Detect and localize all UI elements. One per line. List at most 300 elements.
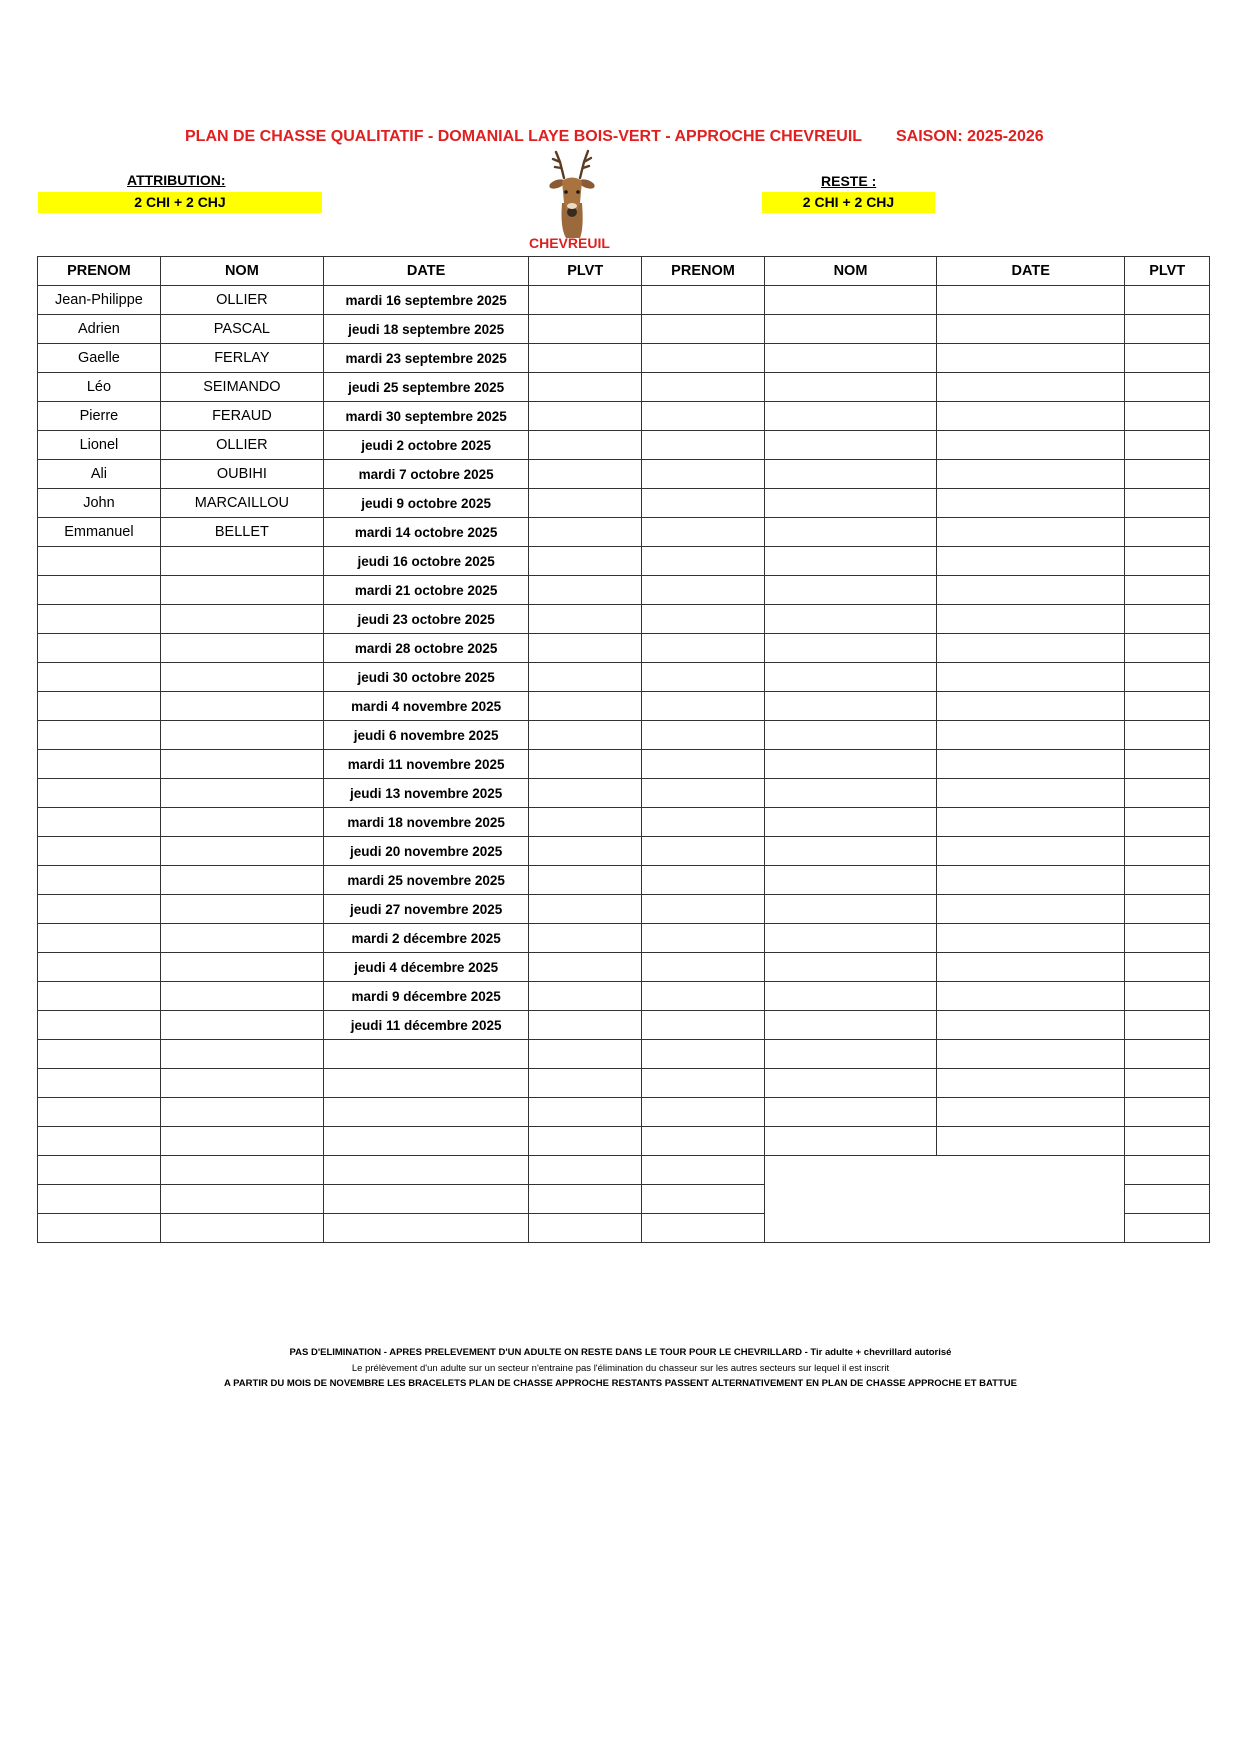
cell-prenom-right	[642, 779, 765, 808]
note-line: PAS D'ELIMINATION - APRES PRELEVEMENT D'UN ADULTE ON RESTE DANS LE TOUR POUR LE CHEVRILLARD - Tir adulte + chevrillard autorisé	[289, 1347, 952, 1358]
cell-date-right	[937, 634, 1125, 663]
cell-nom-right	[764, 373, 936, 402]
cell-date-right	[937, 402, 1125, 431]
cell-date-right	[937, 489, 1125, 518]
cell-prenom	[38, 547, 161, 576]
cell-date-right	[937, 866, 1125, 895]
cell-prenom-right	[642, 1098, 765, 1127]
cell-date-right	[937, 344, 1125, 373]
cell-plvt-right	[1125, 1011, 1210, 1040]
cell-date: mardi 4 novembre 2025	[323, 692, 528, 721]
table-row	[38, 1069, 1210, 1098]
cell-prenom: Jean-Philippe	[38, 286, 161, 315]
cell-date: mardi 23 septembre 2025	[323, 344, 528, 373]
cell-prenom: Adrien	[38, 315, 161, 344]
cell-plvt-right	[1125, 721, 1210, 750]
cell-date: jeudi 25 septembre 2025	[323, 373, 528, 402]
table-row	[38, 344, 1210, 373]
cell-nom	[160, 576, 323, 605]
header-nom-right: NOM	[764, 257, 936, 286]
cell-nom: FERLAY	[160, 344, 323, 373]
cell-plvt-right	[1125, 431, 1210, 460]
cell-plvt	[529, 895, 642, 924]
cell-plvt-right	[1125, 924, 1210, 953]
cell-prenom	[38, 953, 161, 982]
cell-plvt-right	[1125, 344, 1210, 373]
cell-nom	[160, 663, 323, 692]
cell-date-right	[937, 924, 1125, 953]
cell-nom	[160, 837, 323, 866]
cell-plvt	[529, 663, 642, 692]
table-row	[38, 721, 1210, 750]
cell-plvt	[529, 1214, 642, 1243]
cell-prenom: Gaelle	[38, 344, 161, 373]
cell-date: jeudi 2 octobre 2025	[323, 431, 528, 460]
cell-plvt-right	[1125, 605, 1210, 634]
cell-prenom-right	[642, 605, 765, 634]
cell-nom	[160, 721, 323, 750]
table-row	[38, 518, 1210, 547]
table-row	[38, 982, 1210, 1011]
cell-nom-right	[764, 721, 936, 750]
cell-prenom-right	[642, 1214, 765, 1243]
table-row	[38, 315, 1210, 344]
cell-date: mardi 30 septembre 2025	[323, 402, 528, 431]
cell-prenom-right	[642, 808, 765, 837]
cell-date: mardi 14 octobre 2025	[323, 518, 528, 547]
table-row	[38, 402, 1210, 431]
cell-nom	[160, 953, 323, 982]
cell-date-right	[937, 518, 1125, 547]
cell-prenom	[38, 895, 161, 924]
cell-date-right	[937, 895, 1125, 924]
cell-plvt	[529, 1011, 642, 1040]
cell-plvt-right	[1125, 837, 1210, 866]
table-row	[38, 1098, 1210, 1127]
cell-nom-right	[764, 518, 936, 547]
header-prenom-right: PRENOM	[642, 257, 765, 286]
cell-date: jeudi 30 octobre 2025	[323, 663, 528, 692]
cell-prenom-right	[642, 692, 765, 721]
cell-nom-right	[764, 924, 936, 953]
cell-prenom-right	[642, 634, 765, 663]
cell-date-right	[937, 547, 1125, 576]
cell-prenom-right	[642, 866, 765, 895]
table-row	[38, 1156, 1210, 1185]
cell-plvt	[529, 692, 642, 721]
cell-prenom-right	[642, 315, 765, 344]
cell-plvt	[529, 1127, 642, 1156]
cell-prenom	[38, 1156, 161, 1185]
cell-prenom	[38, 634, 161, 663]
cell-nom-right	[764, 402, 936, 431]
header-plvt-left: PLVT	[529, 257, 642, 286]
table-row	[38, 576, 1210, 605]
cell-plvt	[529, 866, 642, 895]
cell-prenom	[38, 866, 161, 895]
cell-prenom-right	[642, 373, 765, 402]
cell-nom-right	[764, 692, 936, 721]
cell-prenom: Ali	[38, 460, 161, 489]
table-row	[38, 779, 1210, 808]
table-row	[38, 663, 1210, 692]
cell-nom-right	[764, 547, 936, 576]
cell-prenom: Lionel	[38, 431, 161, 460]
cell-nom-right	[764, 634, 936, 663]
cell-prenom: John	[38, 489, 161, 518]
cell-nom-right	[764, 315, 936, 344]
cell-nom	[160, 808, 323, 837]
header-date-right: DATE	[937, 257, 1125, 286]
table-row	[38, 489, 1210, 518]
cell-prenom	[38, 576, 161, 605]
cell-nom-right	[764, 344, 936, 373]
cell-nom-right	[764, 1069, 936, 1098]
cell-nom-right	[764, 982, 936, 1011]
cell-prenom	[38, 982, 161, 1011]
cell-nom	[160, 982, 323, 1011]
table-row	[38, 1040, 1210, 1069]
table-row	[38, 1127, 1210, 1156]
cell-prenom-right	[642, 489, 765, 518]
cell-nom-right	[764, 953, 936, 982]
cell-prenom	[38, 1069, 161, 1098]
cell-date-right	[937, 576, 1125, 605]
table-row	[38, 895, 1210, 924]
cell-prenom	[38, 808, 161, 837]
table-row	[38, 692, 1210, 721]
table-row	[38, 750, 1210, 779]
cell-prenom: Pierre	[38, 402, 161, 431]
cell-plvt-right	[1125, 1098, 1210, 1127]
cell-prenom	[38, 1185, 161, 1214]
cell-date	[323, 1156, 528, 1185]
cell-prenom: Léo	[38, 373, 161, 402]
cell-nom	[160, 1185, 323, 1214]
cell-plvt	[529, 750, 642, 779]
cell-date: jeudi 18 septembre 2025	[323, 315, 528, 344]
cell-plvt	[529, 605, 642, 634]
header-plvt-right: PLVT	[1125, 257, 1210, 286]
cell-date-right	[937, 460, 1125, 489]
attribution-value: 2 CHI + 2 CHJ	[38, 192, 322, 213]
cell-prenom-right	[642, 750, 765, 779]
cell-prenom-right	[642, 1040, 765, 1069]
cell-nom: MARCAILLOU	[160, 489, 323, 518]
cell-plvt	[529, 634, 642, 663]
table-row	[38, 547, 1210, 576]
cell-plvt-right	[1125, 634, 1210, 663]
cell-prenom-right	[642, 721, 765, 750]
cell-plvt-right	[1125, 1156, 1210, 1185]
cell-prenom	[38, 924, 161, 953]
cell-plvt	[529, 431, 642, 460]
cell-plvt	[529, 1069, 642, 1098]
cell-nom-right	[764, 431, 936, 460]
page-title	[185, 128, 1044, 146]
cell-date: mardi 25 novembre 2025	[323, 866, 528, 895]
cell-nom-right	[764, 1127, 936, 1156]
table-row	[38, 837, 1210, 866]
cell-date-right	[937, 605, 1125, 634]
cell-prenom-right	[642, 953, 765, 982]
merged-blank-block	[764, 1156, 1124, 1243]
cell-prenom	[38, 1011, 161, 1040]
table-row	[38, 953, 1210, 982]
cell-plvt-right	[1125, 895, 1210, 924]
cell-date: jeudi 20 novembre 2025	[323, 837, 528, 866]
cell-date	[323, 1185, 528, 1214]
cell-plvt-right	[1125, 547, 1210, 576]
cell-prenom-right	[642, 837, 765, 866]
cell-plvt-right	[1125, 953, 1210, 982]
cell-prenom-right	[642, 1185, 765, 1214]
attribution-label: ATTRIBUTION:	[127, 172, 226, 188]
footer-notes	[0, 1345, 1241, 1392]
cell-plvt-right	[1125, 518, 1210, 547]
cell-date-right	[937, 953, 1125, 982]
table-row	[38, 866, 1210, 895]
cell-prenom	[38, 1214, 161, 1243]
cell-date	[323, 1098, 528, 1127]
cell-nom-right	[764, 460, 936, 489]
cell-plvt-right	[1125, 1185, 1210, 1214]
cell-nom	[160, 1098, 323, 1127]
header-prenom-left: PRENOM	[38, 257, 161, 286]
cell-nom-right	[764, 895, 936, 924]
cell-plvt	[529, 982, 642, 1011]
cell-prenom	[38, 1098, 161, 1127]
cell-prenom	[38, 692, 161, 721]
cell-date: jeudi 11 décembre 2025	[323, 1011, 528, 1040]
cell-prenom-right	[642, 1156, 765, 1185]
cell-date: jeudi 9 octobre 2025	[323, 489, 528, 518]
cell-nom-right	[764, 605, 936, 634]
table-header-row	[38, 257, 1210, 286]
cell-plvt	[529, 315, 642, 344]
cell-nom	[160, 750, 323, 779]
cell-nom-right	[764, 837, 936, 866]
cell-nom	[160, 634, 323, 663]
cell-plvt	[529, 808, 642, 837]
cell-prenom-right	[642, 924, 765, 953]
cell-date-right	[937, 721, 1125, 750]
cell-plvt	[529, 402, 642, 431]
cell-date-right	[937, 750, 1125, 779]
cell-nom	[160, 1127, 323, 1156]
cell-plvt-right	[1125, 808, 1210, 837]
cell-nom: BELLET	[160, 518, 323, 547]
cell-prenom-right	[642, 431, 765, 460]
cell-plvt-right	[1125, 982, 1210, 1011]
cell-nom	[160, 547, 323, 576]
table-row	[38, 1011, 1210, 1040]
cell-nom: OLLIER	[160, 431, 323, 460]
cell-date: jeudi 27 novembre 2025	[323, 895, 528, 924]
cell-plvt-right	[1125, 402, 1210, 431]
cell-nom-right	[764, 1011, 936, 1040]
cell-date	[323, 1040, 528, 1069]
cell-nom-right	[764, 750, 936, 779]
cell-date: mardi 7 octobre 2025	[323, 460, 528, 489]
cell-plvt	[529, 547, 642, 576]
note-line: A PARTIR DU MOIS DE NOVEMBRE LES BRACELETS PLAN DE CHASSE APPROCHE RESTANTS PASSENT ALTERNATIVEMENT EN PLAN DE CHASSE APPROCHE ET BATTUE	[224, 1378, 1017, 1389]
cell-prenom	[38, 837, 161, 866]
cell-prenom	[38, 779, 161, 808]
cell-nom	[160, 1214, 323, 1243]
cell-prenom-right	[642, 1011, 765, 1040]
reste-value: 2 CHI + 2 CHJ	[762, 192, 935, 213]
cell-nom	[160, 605, 323, 634]
cell-plvt	[529, 373, 642, 402]
table-row	[38, 605, 1210, 634]
cell-prenom-right	[642, 402, 765, 431]
cell-plvt	[529, 344, 642, 373]
cell-prenom	[38, 1127, 161, 1156]
cell-plvt-right	[1125, 866, 1210, 895]
cell-prenom: Emmanuel	[38, 518, 161, 547]
cell-plvt-right	[1125, 286, 1210, 315]
cell-prenom-right	[642, 344, 765, 373]
cell-nom	[160, 692, 323, 721]
cell-plvt	[529, 576, 642, 605]
cell-nom: OLLIER	[160, 286, 323, 315]
cell-date-right	[937, 982, 1125, 1011]
cell-plvt	[529, 1098, 642, 1127]
cell-nom	[160, 1040, 323, 1069]
cell-prenom	[38, 605, 161, 634]
header-date-left: DATE	[323, 257, 528, 286]
cell-nom-right	[764, 808, 936, 837]
table-row	[38, 373, 1210, 402]
hunt-register-table	[37, 256, 1210, 1243]
cell-date-right	[937, 663, 1125, 692]
cell-nom: SEIMANDO	[160, 373, 323, 402]
cell-plvt-right	[1125, 315, 1210, 344]
table-row	[38, 808, 1210, 837]
cell-nom: FERAUD	[160, 402, 323, 431]
cell-plvt-right	[1125, 1069, 1210, 1098]
cell-date-right	[937, 286, 1125, 315]
cell-plvt	[529, 953, 642, 982]
cell-prenom-right	[642, 1127, 765, 1156]
cell-prenom-right	[642, 286, 765, 315]
cell-date: jeudi 4 décembre 2025	[323, 953, 528, 982]
cell-nom	[160, 924, 323, 953]
deer-head-icon	[542, 148, 602, 238]
cell-plvt	[529, 286, 642, 315]
cell-date-right	[937, 431, 1125, 460]
cell-plvt-right	[1125, 576, 1210, 605]
cell-nom	[160, 1011, 323, 1040]
cell-date: jeudi 23 octobre 2025	[323, 605, 528, 634]
cell-nom: PASCAL	[160, 315, 323, 344]
cell-date-right	[937, 1098, 1125, 1127]
cell-date-right	[937, 373, 1125, 402]
cell-nom	[160, 1069, 323, 1098]
cell-plvt	[529, 518, 642, 547]
cell-nom-right	[764, 663, 936, 692]
cell-prenom-right	[642, 1069, 765, 1098]
cell-date: mardi 28 octobre 2025	[323, 634, 528, 663]
cell-plvt-right	[1125, 1040, 1210, 1069]
cell-plvt-right	[1125, 1214, 1210, 1243]
cell-date-right	[937, 315, 1125, 344]
cell-plvt	[529, 721, 642, 750]
table-row	[38, 286, 1210, 315]
cell-date: mardi 2 décembre 2025	[323, 924, 528, 953]
cell-date-right	[937, 779, 1125, 808]
cell-date: jeudi 16 octobre 2025	[323, 547, 528, 576]
cell-prenom-right	[642, 547, 765, 576]
header-nom-left: NOM	[160, 257, 323, 286]
cell-plvt-right	[1125, 663, 1210, 692]
cell-date-right	[937, 692, 1125, 721]
cell-date-right	[937, 1127, 1125, 1156]
cell-plvt-right	[1125, 1127, 1210, 1156]
cell-nom: OUBIHI	[160, 460, 323, 489]
cell-plvt	[529, 779, 642, 808]
cell-date	[323, 1214, 528, 1243]
note-line: Le prélèvement d'un adulte sur un secteur n'entraine pas l'élimination du chasseur sur les autres secteurs sur lequel il est inscrit	[351, 1362, 890, 1374]
cell-date-right	[937, 837, 1125, 866]
title-text: PLAN DE CHASSE QUALITATIF - DOMANIAL LAYE BOIS-VERT - APPROCHE CHEVREUIL	[185, 128, 863, 145]
table-row	[38, 924, 1210, 953]
cell-prenom-right	[642, 663, 765, 692]
cell-nom	[160, 895, 323, 924]
cell-date: jeudi 13 novembre 2025	[323, 779, 528, 808]
cell-nom	[160, 1156, 323, 1185]
cell-date-right	[937, 808, 1125, 837]
cell-nom	[160, 866, 323, 895]
cell-nom-right	[764, 489, 936, 518]
table-row	[38, 460, 1210, 489]
cell-plvt	[529, 1185, 642, 1214]
season-label: SAISON: 2025-2026	[896, 128, 1044, 145]
cell-date	[323, 1069, 528, 1098]
cell-nom-right	[764, 576, 936, 605]
cell-date	[323, 1127, 528, 1156]
cell-plvt-right	[1125, 779, 1210, 808]
cell-prenom	[38, 1040, 161, 1069]
cell-date: mardi 9 décembre 2025	[323, 982, 528, 1011]
cell-prenom	[38, 721, 161, 750]
cell-date: mardi 21 octobre 2025	[323, 576, 528, 605]
animal-label: CHEVREUIL	[529, 235, 610, 251]
cell-plvt-right	[1125, 692, 1210, 721]
cell-date-right	[937, 1040, 1125, 1069]
cell-nom-right	[764, 779, 936, 808]
cell-plvt-right	[1125, 373, 1210, 402]
cell-prenom-right	[642, 895, 765, 924]
cell-date: jeudi 6 novembre 2025	[323, 721, 528, 750]
cell-plvt	[529, 489, 642, 518]
cell-nom-right	[764, 1040, 936, 1069]
cell-date: mardi 16 septembre 2025	[323, 286, 528, 315]
cell-prenom-right	[642, 518, 765, 547]
cell-date-right	[937, 1011, 1125, 1040]
cell-date-right	[937, 1069, 1125, 1098]
cell-plvt-right	[1125, 489, 1210, 518]
cell-plvt	[529, 1156, 642, 1185]
cell-plvt	[529, 1040, 642, 1069]
cell-plvt	[529, 460, 642, 489]
table-row	[38, 431, 1210, 460]
reste-label: RESTE :	[821, 173, 877, 189]
cell-prenom-right	[642, 460, 765, 489]
cell-nom-right	[764, 286, 936, 315]
table-row	[38, 634, 1210, 663]
